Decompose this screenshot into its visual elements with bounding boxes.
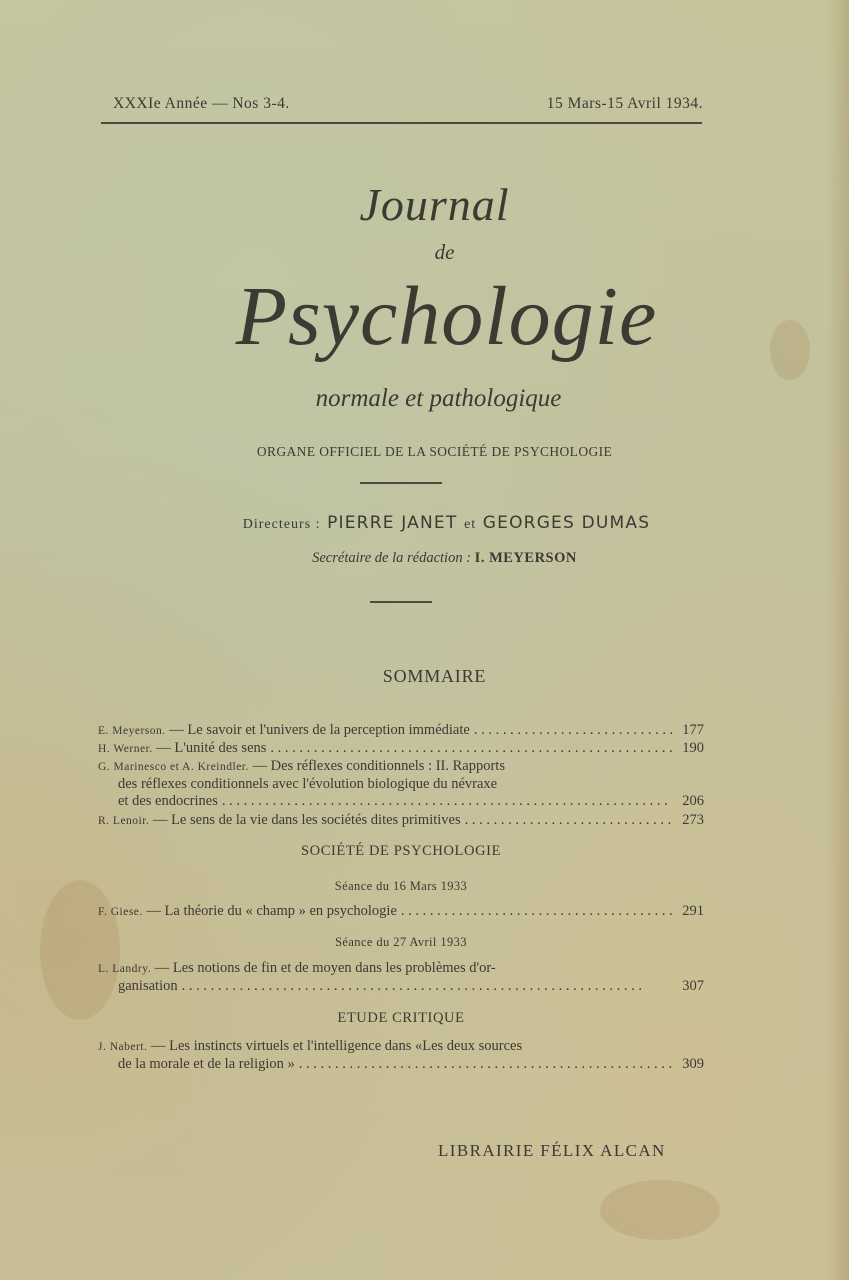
toc-page: 291 (682, 903, 704, 919)
toc-author: F. Giese. (98, 906, 143, 918)
toc-entry (98, 1038, 704, 1073)
toc-page: 273 (682, 812, 704, 828)
toc-entry (98, 812, 704, 830)
issue-number: XXXIe Année — Nos 3-4. (113, 95, 290, 112)
etude-heading: ETUDE CRITIQUE (337, 1010, 465, 1026)
separator (360, 482, 442, 484)
toc-page: 206 (682, 793, 704, 809)
toc-title-cont: de la morale et de la religion » (118, 1056, 295, 1072)
publisher: LIBRAIRIE FÉLIX ALCAN (438, 1141, 666, 1160)
toc-title: — Les instincts virtuels et l'intelligence dans «Les deux sources (151, 1038, 523, 1054)
toc-title: — Les notions de fin et de moyen dans les problèmes d'or- (154, 960, 496, 976)
societe-heading: SOCIÉTÉ DE PSYCHOLOGIE (300, 843, 502, 859)
toc-title-cont: ganisation (118, 978, 178, 994)
toc-author: L. Landry. (98, 963, 152, 975)
directors-label: Directeurs : (242, 517, 321, 532)
toc-author: H. Werner. (98, 743, 153, 755)
toc-page: 190 (682, 740, 704, 756)
toc-title: — La théorie du « champ » en psychologie (146, 903, 397, 919)
toc-title: — Des réflexes conditionnels : II. Rapports (252, 758, 505, 774)
directors-line (0, 513, 849, 533)
title-journal: Journal (359, 179, 510, 230)
secretary-label: Secrétaire de la rédaction : (312, 550, 472, 566)
secretary-name: I. MEYERSON (474, 550, 577, 566)
seance-heading: Séance du 27 Avril 1933 (335, 935, 467, 949)
toc-title: — Le sens de la vie dans les sociétés dites primitives (152, 812, 461, 828)
toc-entry (98, 722, 704, 740)
header-rule (101, 122, 702, 124)
toc-entry (98, 960, 704, 995)
directors-and: et (464, 517, 477, 532)
separator (370, 601, 432, 603)
toc-author: E. Meyerson. (98, 725, 166, 737)
toc-title: — Le savoir et l'univers de la perception immédiate (169, 722, 470, 738)
director-1: PIERRE JANET (327, 513, 458, 533)
issue-date: 15 Mars-15 Avril 1934. (546, 95, 703, 112)
toc-page: 309 (682, 1056, 704, 1072)
toc-author: R. Lenoir. (98, 815, 150, 827)
director-2: GEORGES DUMAS (482, 513, 651, 533)
title-de: de (434, 240, 455, 264)
sommaire-heading: SOMMAIRE (382, 666, 487, 686)
toc-entry (98, 758, 704, 810)
toc-author: G. Marinesco et A. Kreindler. (98, 761, 249, 773)
issue-header (113, 90, 703, 120)
toc-entry (98, 903, 704, 921)
title-subtitle: normale et pathologique (315, 385, 562, 412)
secretary-line (0, 550, 849, 567)
title-psychologie: Psychologie (235, 270, 658, 363)
toc-title-cont: des réflexes conditionnels avec l'évolution biologique du névraxe (118, 776, 498, 792)
toc-page: 307 (682, 978, 704, 994)
foxing-spot (600, 1180, 720, 1240)
toc-title-cont: et des endocrines (118, 793, 218, 809)
organ-line: ORGANE OFFICIEL DE LA SOCIÉTÉ DE PSYCHOLOGIE (256, 444, 613, 459)
toc-title: — L'unité des sens (156, 740, 267, 756)
seance-heading: Séance du 16 Mars 1933 (334, 879, 468, 893)
toc-author: J. Nabert. (98, 1041, 148, 1053)
toc-entry (98, 740, 704, 758)
toc-page: 177 (682, 722, 704, 738)
